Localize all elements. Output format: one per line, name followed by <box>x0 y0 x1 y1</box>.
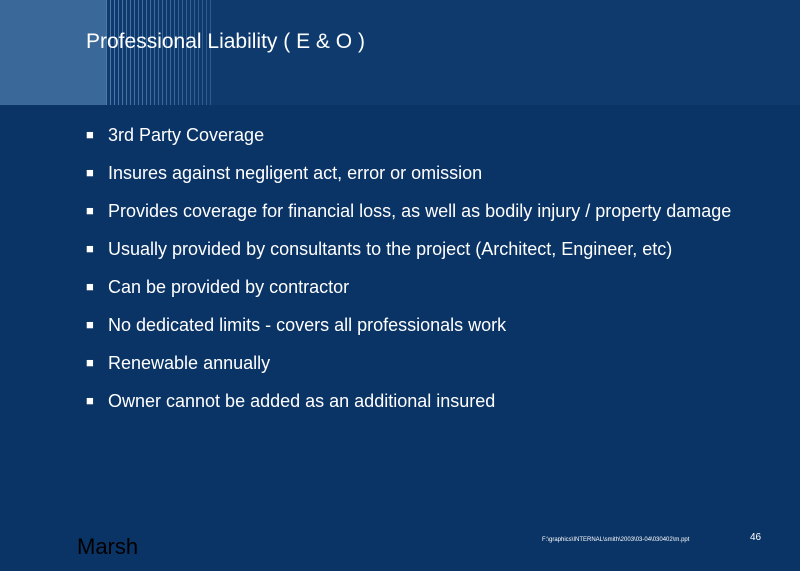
bullet-text: No dedicated limits - covers all professionals work <box>108 315 507 335</box>
bullet-item <box>86 199 776 224</box>
bullet-item <box>86 313 776 338</box>
page-number: 46 <box>750 532 762 543</box>
bullet-text: Can be provided by contractor <box>108 277 350 297</box>
square-bullet-icon: ■ <box>86 393 94 408</box>
bullet-list <box>86 123 776 427</box>
bullet-item <box>86 237 776 262</box>
bullet-text: Owner cannot be added as an additional insured <box>108 391 496 411</box>
square-bullet-icon: ■ <box>86 241 94 256</box>
bullet-item <box>86 275 776 300</box>
square-bullet-icon: ■ <box>86 317 94 332</box>
bullet-item <box>86 123 776 148</box>
bullet-item <box>86 351 776 376</box>
square-bullet-icon: ■ <box>86 127 94 142</box>
bullet-item <box>86 161 776 186</box>
bullet-text: Provides coverage for financial loss, as well as bodily injury / property damage <box>108 201 732 221</box>
bullet-text: Insures against negligent act, error or omission <box>108 163 483 183</box>
slide-title: Professional Liability ( E & O ) <box>86 30 365 53</box>
bullet-item <box>86 389 776 414</box>
marsh-logo: Marsh <box>77 534 139 559</box>
square-bullet-icon: ■ <box>86 355 94 370</box>
square-bullet-icon: ■ <box>86 203 94 218</box>
bullet-text: Usually provided by consultants to the project (Architect, Engineer, etc) <box>108 239 673 259</box>
square-bullet-icon: ■ <box>86 165 94 180</box>
bullet-text: 3rd Party Coverage <box>108 125 265 145</box>
square-bullet-icon: ■ <box>86 279 94 294</box>
footer-file-path: F:\graphics\INTERNAL\smith\2003\03-04\030402\m.ppt <box>542 537 690 543</box>
bullet-text: Renewable annually <box>108 353 271 373</box>
